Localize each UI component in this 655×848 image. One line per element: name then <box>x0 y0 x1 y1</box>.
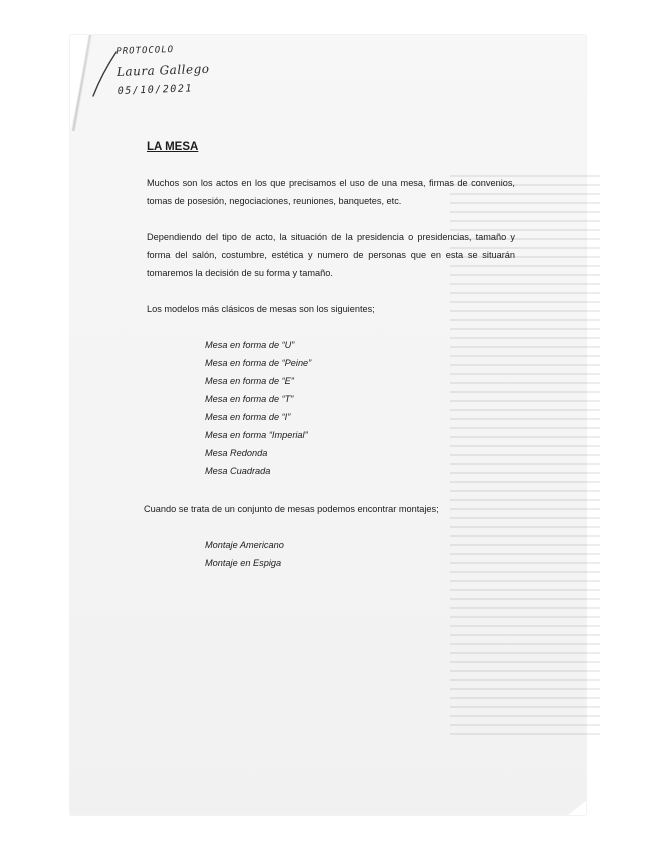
annotation-author: Laura Gallego <box>116 61 210 79</box>
list-item: Mesa Redonda <box>205 448 268 458</box>
list-item: Mesa en forma de “I” <box>205 412 291 422</box>
list-item: Mesa en forma de “E” <box>205 376 294 386</box>
handwritten-annotation <box>116 39 211 102</box>
assemblies-list <box>205 536 515 572</box>
list-item: Mesa en forma de “U” <box>205 340 295 350</box>
pen-stroke-mark <box>90 50 120 98</box>
paragraph-models-intro: Los modelos más clásicos de mesas son los siguientes; <box>147 304 375 314</box>
annotation-date: 05/10/2021 <box>117 83 194 97</box>
list-item: Mesa en forma “Imperial” <box>205 430 308 440</box>
document-title: LA MESA <box>147 141 199 153</box>
paragraph-assemblies-intro: Cuando se trata de un conjunto de mesas podemos encontrar montajes; <box>144 504 439 514</box>
paragraph-intro: Muchos son los actos en los que precisamos el uso de una mesa, firmas de convenios, tomas de posesión, negociaciones, reuniones, banquetes, etc. <box>147 178 515 206</box>
document-body <box>144 138 515 592</box>
list-item: Mesa en forma de “Peine” <box>205 358 312 368</box>
list-item: Mesa en forma de “T” <box>205 394 294 404</box>
list-item: Montaje en Espiga <box>205 558 282 568</box>
list-item: Mesa Cuadrada <box>205 466 271 476</box>
paragraph-criteria: Dependiendo del tipo de acto, la situación de la presidencia o presidencias, tamaño y forma del salón, costumbre, estética y numero de personas que en esta se situarán tomaremos la decisión de su forma y tamaño. <box>147 232 515 278</box>
annotation-subject: PROTOCOLO <box>116 44 175 57</box>
table-models-list <box>205 336 515 480</box>
torn-corner <box>568 801 586 815</box>
list-item: Montaje Americano <box>205 540 284 550</box>
